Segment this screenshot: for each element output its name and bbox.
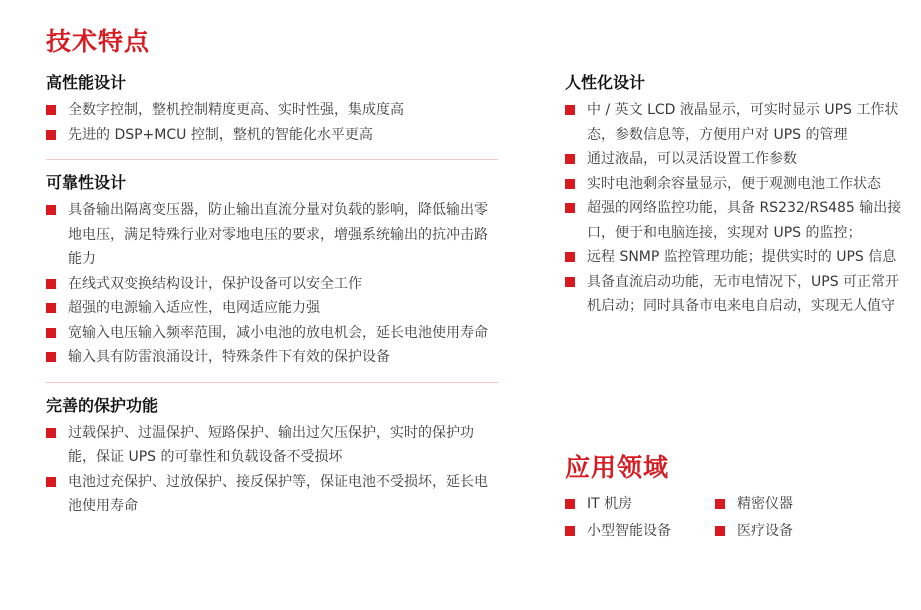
section-heading: 高性能设计	[46, 73, 127, 92]
bullet-square-icon	[715, 526, 725, 536]
application-item-text: 精密仪器	[737, 496, 793, 512]
list-item-text: 超强的网络监控功能，具备 RS232/RS485 输出接口，便于和电脑连接，实现对 UPS 的监控；	[587, 200, 902, 241]
application-item-text: 医疗设备	[737, 523, 793, 539]
feature-list	[46, 198, 498, 370]
bullet-square-icon	[565, 526, 575, 536]
list-item-text: 电池过充保护、过放保护、接反保护等，保证电池不受损坏，延长电池使用寿命	[68, 473, 488, 514]
bullet-square-icon	[46, 279, 56, 289]
application-item	[565, 492, 715, 516]
list-item-text: 远程 SNMP 监控管理功能；提供实时的 UPS 信息	[587, 249, 897, 265]
list-item	[565, 172, 907, 197]
bullet-square-icon	[565, 179, 575, 189]
feature-list	[46, 421, 498, 519]
list-item-text: 具备直流启动功能，无市电情况下，UPS 可正常开机启动；同时具备市电来电自启动，实现无人值守	[587, 273, 900, 314]
section-user-friendly	[565, 72, 907, 319]
list-item-text: 通过液晶，可以灵活设置工作参数	[587, 151, 797, 167]
application-item	[715, 492, 865, 516]
right-column	[565, 72, 907, 319]
list-item-text: 在线式双变换结构设计，保护设备可以安全工作	[68, 275, 362, 292]
list-item	[565, 245, 907, 270]
bullet-square-icon	[46, 428, 56, 438]
bullet-square-icon	[46, 105, 56, 115]
bullet-square-icon	[565, 499, 575, 509]
section-high-performance	[46, 72, 498, 147]
list-item	[46, 296, 498, 321]
left-column	[46, 72, 498, 519]
bullet-square-icon	[565, 105, 575, 115]
bullet-square-icon	[565, 252, 575, 262]
application-item	[715, 519, 865, 543]
list-item-text: 中 / 英文 LCD 液晶显示，可实时显示 UPS 工作状态，参数信息等，方便用户对 UPS 的管理	[587, 102, 899, 143]
feature-list	[46, 98, 498, 147]
bullet-square-icon	[565, 277, 575, 287]
application-item-text: IT 机房	[587, 496, 633, 512]
bullet-square-icon	[565, 203, 575, 213]
list-item-text: 超强的电源输入适应性，电网适应能力强	[68, 300, 320, 316]
list-item-text: 具备输出隔离变压器，防止输出直流分量对负载的影响，降低输出零地电压，满足特殊行业对零地电压的要求，增强系统输出的抗冲击路能力	[68, 202, 488, 267]
list-item	[46, 470, 498, 519]
bullet-square-icon	[46, 477, 56, 487]
section-divider	[46, 159, 498, 160]
list-item	[46, 123, 498, 148]
list-item	[565, 98, 907, 147]
list-item	[565, 196, 907, 245]
list-item-text: 全数字控制，整机控制精度更高、实时性强，集成度高	[68, 102, 404, 118]
applications-list	[565, 492, 865, 543]
list-item-text: 先进的 DSP+MCU 控制，整机的智能化水平更高	[68, 126, 373, 143]
section-divider	[46, 382, 498, 383]
bullet-square-icon	[46, 205, 56, 215]
feature-list	[565, 98, 907, 319]
bullet-square-icon	[715, 499, 725, 509]
page-title: 技术特点	[46, 27, 151, 56]
list-item	[46, 345, 498, 370]
application-item	[565, 519, 715, 543]
list-item	[46, 98, 498, 123]
bullet-square-icon	[565, 154, 575, 164]
section-heading: 完善的保护功能	[46, 395, 159, 415]
section-heading: 人性化设计	[565, 73, 646, 92]
list-item	[46, 272, 498, 297]
list-item-text: 宽输入电压输入频率范围，减小电池的放电机会，延长电池使用寿命	[68, 324, 488, 341]
list-item-text: 输入具有防雷浪涌设计，特殊条件下有效的保护设备	[68, 349, 390, 365]
list-item-text: 实时电池剩余容量显示，便于观测电池工作状态	[587, 175, 881, 192]
section-protection	[46, 395, 498, 519]
bullet-square-icon	[46, 352, 56, 362]
section-heading: 可靠性设计	[46, 173, 127, 192]
applications-title: 应用领域	[565, 453, 670, 482]
list-item	[46, 421, 498, 470]
list-item	[46, 321, 498, 346]
list-item	[565, 270, 907, 319]
bullet-square-icon	[46, 303, 56, 313]
section-reliability	[46, 172, 498, 370]
list-item	[565, 147, 907, 172]
list-item	[46, 198, 498, 272]
application-item-text: 小型智能设备	[587, 523, 671, 539]
list-item-text: 过载保护、过温保护、短路保护、输出过欠压保护，实时的保护功能，保证 UPS 的可靠性和负载设备不受损坏	[68, 424, 474, 465]
bullet-square-icon	[46, 328, 56, 338]
bullet-square-icon	[46, 130, 56, 140]
